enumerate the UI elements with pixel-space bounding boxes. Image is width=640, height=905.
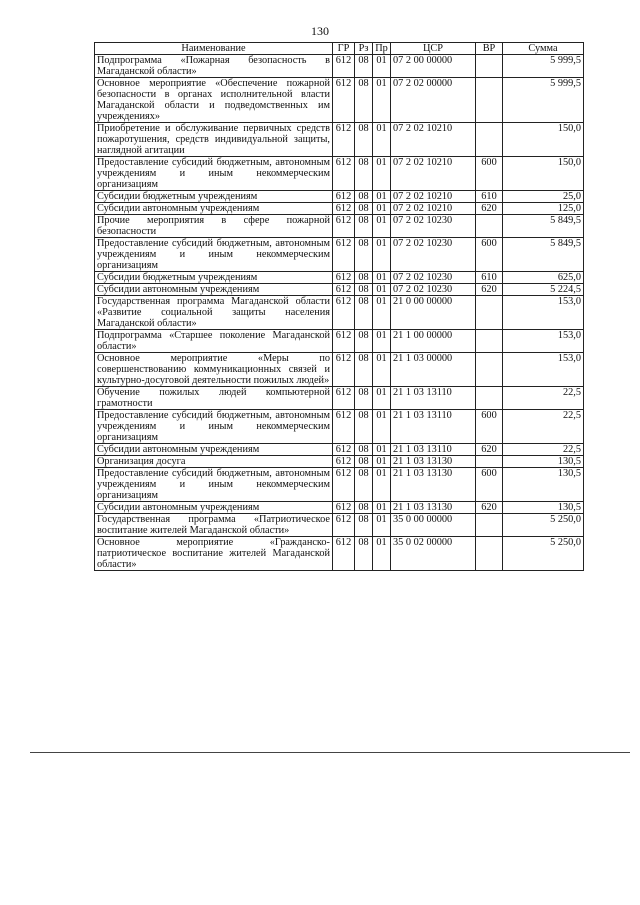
- column-header-vr: ВР: [476, 43, 503, 55]
- cell-gr: 612: [333, 444, 355, 456]
- cell-gr: 612: [333, 123, 355, 157]
- cell-pr: 01: [373, 191, 391, 203]
- cell-name: Субсидии автономным учреждениям: [95, 502, 333, 514]
- cell-gr: 612: [333, 514, 355, 537]
- cell-vr: [476, 78, 503, 123]
- cell-rz: 08: [355, 330, 373, 353]
- page-number: 130: [311, 24, 329, 38]
- cell-pr: 01: [373, 55, 391, 78]
- cell-vr: 620: [476, 502, 503, 514]
- column-header-csr: ЦСР: [391, 43, 476, 55]
- cell-name: Государственная программа «Патриотическое воспитание жителей Магаданской области»: [95, 514, 333, 537]
- cell-vr: [476, 330, 503, 353]
- cell-rz: 08: [355, 468, 373, 502]
- cell-pr: 01: [373, 353, 391, 387]
- cell-pr: 01: [373, 330, 391, 353]
- cell-csr: 07 2 02 10230: [391, 238, 476, 272]
- cell-csr: 21 1 03 13110: [391, 410, 476, 444]
- cell-gr: 612: [333, 55, 355, 78]
- table-row: [95, 78, 584, 123]
- cell-sum: 5 849,5: [503, 215, 584, 238]
- cell-sum: 5 999,5: [503, 78, 584, 123]
- table-row: [95, 272, 584, 284]
- cell-sum: 625,0: [503, 272, 584, 284]
- table-row: [95, 537, 584, 571]
- cell-csr: 07 2 02 10210: [391, 203, 476, 215]
- cell-gr: 612: [333, 468, 355, 502]
- cell-csr: 07 2 02 10230: [391, 272, 476, 284]
- cell-rz: 08: [355, 444, 373, 456]
- cell-name: Субсидии автономным учреждениям: [95, 284, 333, 296]
- table-row: [95, 157, 584, 191]
- cell-sum: 22,5: [503, 387, 584, 410]
- table-row: [95, 410, 584, 444]
- cell-name: Предоставление субсидий бюджетным, автономным учреждениям и иным некоммерческим организациям: [95, 410, 333, 444]
- cell-vr: 620: [476, 284, 503, 296]
- cell-vr: [476, 353, 503, 387]
- cell-gr: 612: [333, 284, 355, 296]
- cell-pr: 01: [373, 410, 391, 444]
- cell-csr: 07 2 02 10210: [391, 191, 476, 203]
- cell-vr: [476, 215, 503, 238]
- cell-rz: 08: [355, 514, 373, 537]
- cell-vr: [476, 387, 503, 410]
- cell-csr: 07 2 02 10210: [391, 157, 476, 191]
- table-row: [95, 387, 584, 410]
- cell-csr: 21 1 03 13130: [391, 468, 476, 502]
- table-row: [95, 330, 584, 353]
- cell-sum: 130,5: [503, 502, 584, 514]
- cell-gr: 612: [333, 78, 355, 123]
- cell-csr: 35 0 00 00000: [391, 514, 476, 537]
- cell-gr: 612: [333, 203, 355, 215]
- table-body: [95, 55, 584, 571]
- table-row: [95, 238, 584, 272]
- cell-sum: 5 250,0: [503, 537, 584, 571]
- cell-csr: 07 2 02 10230: [391, 215, 476, 238]
- cell-rz: 08: [355, 456, 373, 468]
- table-row: [95, 123, 584, 157]
- cell-vr: 620: [476, 203, 503, 215]
- cell-name: Организация досуга: [95, 456, 333, 468]
- cell-name: Основное мероприятие «Гражданско-патриотическое воспитание жителей Магаданской области»: [95, 537, 333, 571]
- cell-csr: 21 1 03 13110: [391, 444, 476, 456]
- cell-sum: 25,0: [503, 191, 584, 203]
- cell-csr: 21 1 03 13130: [391, 502, 476, 514]
- cell-vr: 620: [476, 444, 503, 456]
- cell-csr: 21 0 00 00000: [391, 296, 476, 330]
- cell-sum: 150,0: [503, 123, 584, 157]
- cell-gr: 612: [333, 272, 355, 284]
- cell-pr: 01: [373, 502, 391, 514]
- column-header-sum: Сумма: [503, 43, 584, 55]
- cell-csr: 21 1 00 00000: [391, 330, 476, 353]
- cell-rz: 08: [355, 387, 373, 410]
- cell-rz: 08: [355, 215, 373, 238]
- cell-csr: 21 1 03 13130: [391, 456, 476, 468]
- cell-vr: [476, 55, 503, 78]
- cell-vr: 610: [476, 191, 503, 203]
- cell-vr: 600: [476, 157, 503, 191]
- cell-csr: 07 2 02 00000: [391, 78, 476, 123]
- cell-rz: 08: [355, 272, 373, 284]
- cell-gr: 612: [333, 330, 355, 353]
- cell-name: Подпрограмма «Пожарная безопасность в Магаданской области»: [95, 55, 333, 78]
- cell-name: Субсидии бюджетным учреждениям: [95, 272, 333, 284]
- cell-vr: 600: [476, 238, 503, 272]
- table-row: [95, 468, 584, 502]
- cell-sum: 125,0: [503, 203, 584, 215]
- cell-sum: 5 250,0: [503, 514, 584, 537]
- cell-name: Предоставление субсидий бюджетным, автономным учреждениям и иным некоммерческим организациям: [95, 157, 333, 191]
- cell-rz: 08: [355, 238, 373, 272]
- cell-csr: 07 2 02 10230: [391, 284, 476, 296]
- cell-vr: 610: [476, 272, 503, 284]
- cell-name: Основное мероприятие «Обеспечение пожарной безопасности в органах исполнительной власти Магаданской области и подведомственных им учреждениях»: [95, 78, 333, 123]
- table-header-row: [95, 43, 584, 55]
- cell-sum: 22,5: [503, 410, 584, 444]
- cell-name: Подпрограмма «Старшее поколение Магаданской области»: [95, 330, 333, 353]
- cell-rz: 08: [355, 157, 373, 191]
- cell-vr: [476, 537, 503, 571]
- cell-pr: 01: [373, 537, 391, 571]
- cell-gr: 612: [333, 410, 355, 444]
- table-row: [95, 444, 584, 456]
- column-header-gr: ГР: [333, 43, 355, 55]
- column-header-rz: Рз: [355, 43, 373, 55]
- cell-vr: [476, 456, 503, 468]
- cell-sum: 153,0: [503, 330, 584, 353]
- cell-gr: 612: [333, 387, 355, 410]
- table-row: [95, 284, 584, 296]
- cell-csr: 21 1 03 00000: [391, 353, 476, 387]
- cell-pr: 01: [373, 203, 391, 215]
- budget-table: [94, 42, 584, 571]
- cell-csr: 07 2 00 00000: [391, 55, 476, 78]
- cell-sum: 130,5: [503, 468, 584, 502]
- table-row: [95, 353, 584, 387]
- cell-name: Прочие мероприятия в сфере пожарной безопасности: [95, 215, 333, 238]
- cell-rz: 08: [355, 123, 373, 157]
- cell-name: Основное мероприятие «Меры по совершенствованию коммуникационных связей и культурно-досуговой деятельности пожилых людей»: [95, 353, 333, 387]
- cell-sum: 130,5: [503, 456, 584, 468]
- cell-gr: 612: [333, 502, 355, 514]
- cell-vr: 600: [476, 410, 503, 444]
- cell-rz: 08: [355, 353, 373, 387]
- cell-name: Субсидии автономным учреждениям: [95, 444, 333, 456]
- cell-name: Обучение пожилых людей компьютерной грамотности: [95, 387, 333, 410]
- cell-rz: 08: [355, 191, 373, 203]
- cell-pr: 01: [373, 157, 391, 191]
- cell-pr: 01: [373, 238, 391, 272]
- table-row: [95, 203, 584, 215]
- cell-rz: 08: [355, 296, 373, 330]
- cell-pr: 01: [373, 468, 391, 502]
- page-bottom-rule: [30, 752, 630, 753]
- cell-vr: [476, 514, 503, 537]
- table-row: [95, 215, 584, 238]
- cell-sum: 5 849,5: [503, 238, 584, 272]
- cell-gr: 612: [333, 296, 355, 330]
- cell-rz: 08: [355, 502, 373, 514]
- cell-csr: 35 0 02 00000: [391, 537, 476, 571]
- cell-vr: [476, 123, 503, 157]
- cell-gr: 612: [333, 353, 355, 387]
- cell-sum: 5 224,5: [503, 284, 584, 296]
- table-row: [95, 502, 584, 514]
- cell-vr: 600: [476, 468, 503, 502]
- cell-name: Субсидии автономным учреждениям: [95, 203, 333, 215]
- cell-pr: 01: [373, 296, 391, 330]
- cell-pr: 01: [373, 272, 391, 284]
- cell-rz: 08: [355, 537, 373, 571]
- cell-gr: 612: [333, 238, 355, 272]
- cell-pr: 01: [373, 123, 391, 157]
- cell-rz: 08: [355, 78, 373, 123]
- cell-gr: 612: [333, 157, 355, 191]
- cell-sum: 5 999,5: [503, 55, 584, 78]
- cell-csr: 07 2 02 10210: [391, 123, 476, 157]
- cell-pr: 01: [373, 387, 391, 410]
- cell-pr: 01: [373, 514, 391, 537]
- cell-name: Предоставление субсидий бюджетным, автономным учреждениям и иным некоммерческим организациям: [95, 468, 333, 502]
- cell-name: Государственная программа Магаданской области «Развитие социальной защиты населения Магаданской области»: [95, 296, 333, 330]
- cell-pr: 01: [373, 284, 391, 296]
- table-row: [95, 296, 584, 330]
- cell-rz: 08: [355, 55, 373, 78]
- cell-rz: 08: [355, 410, 373, 444]
- cell-csr: 21 1 03 13110: [391, 387, 476, 410]
- cell-sum: 153,0: [503, 353, 584, 387]
- table-row: [95, 514, 584, 537]
- table-row: [95, 191, 584, 203]
- cell-name: Субсидии бюджетным учреждениям: [95, 191, 333, 203]
- cell-rz: 08: [355, 284, 373, 296]
- cell-gr: 612: [333, 537, 355, 571]
- cell-pr: 01: [373, 456, 391, 468]
- cell-gr: 612: [333, 456, 355, 468]
- cell-sum: 153,0: [503, 296, 584, 330]
- cell-gr: 612: [333, 215, 355, 238]
- cell-gr: 612: [333, 191, 355, 203]
- cell-sum: 150,0: [503, 157, 584, 191]
- table-row: [95, 456, 584, 468]
- cell-sum: 22,5: [503, 444, 584, 456]
- cell-vr: [476, 296, 503, 330]
- cell-name: Предоставление субсидий бюджетным, автономным учреждениям и иным некоммерческим организациям: [95, 238, 333, 272]
- cell-rz: 08: [355, 203, 373, 215]
- table-row: [95, 55, 584, 78]
- column-header-pr: Пр: [373, 43, 391, 55]
- cell-pr: 01: [373, 78, 391, 123]
- cell-name: Приобретение и обслуживание первичных средств пожаротушения, средств индивидуальной защиты, наглядной агитации: [95, 123, 333, 157]
- cell-pr: 01: [373, 215, 391, 238]
- cell-pr: 01: [373, 444, 391, 456]
- column-header-name: Наименование: [95, 43, 333, 55]
